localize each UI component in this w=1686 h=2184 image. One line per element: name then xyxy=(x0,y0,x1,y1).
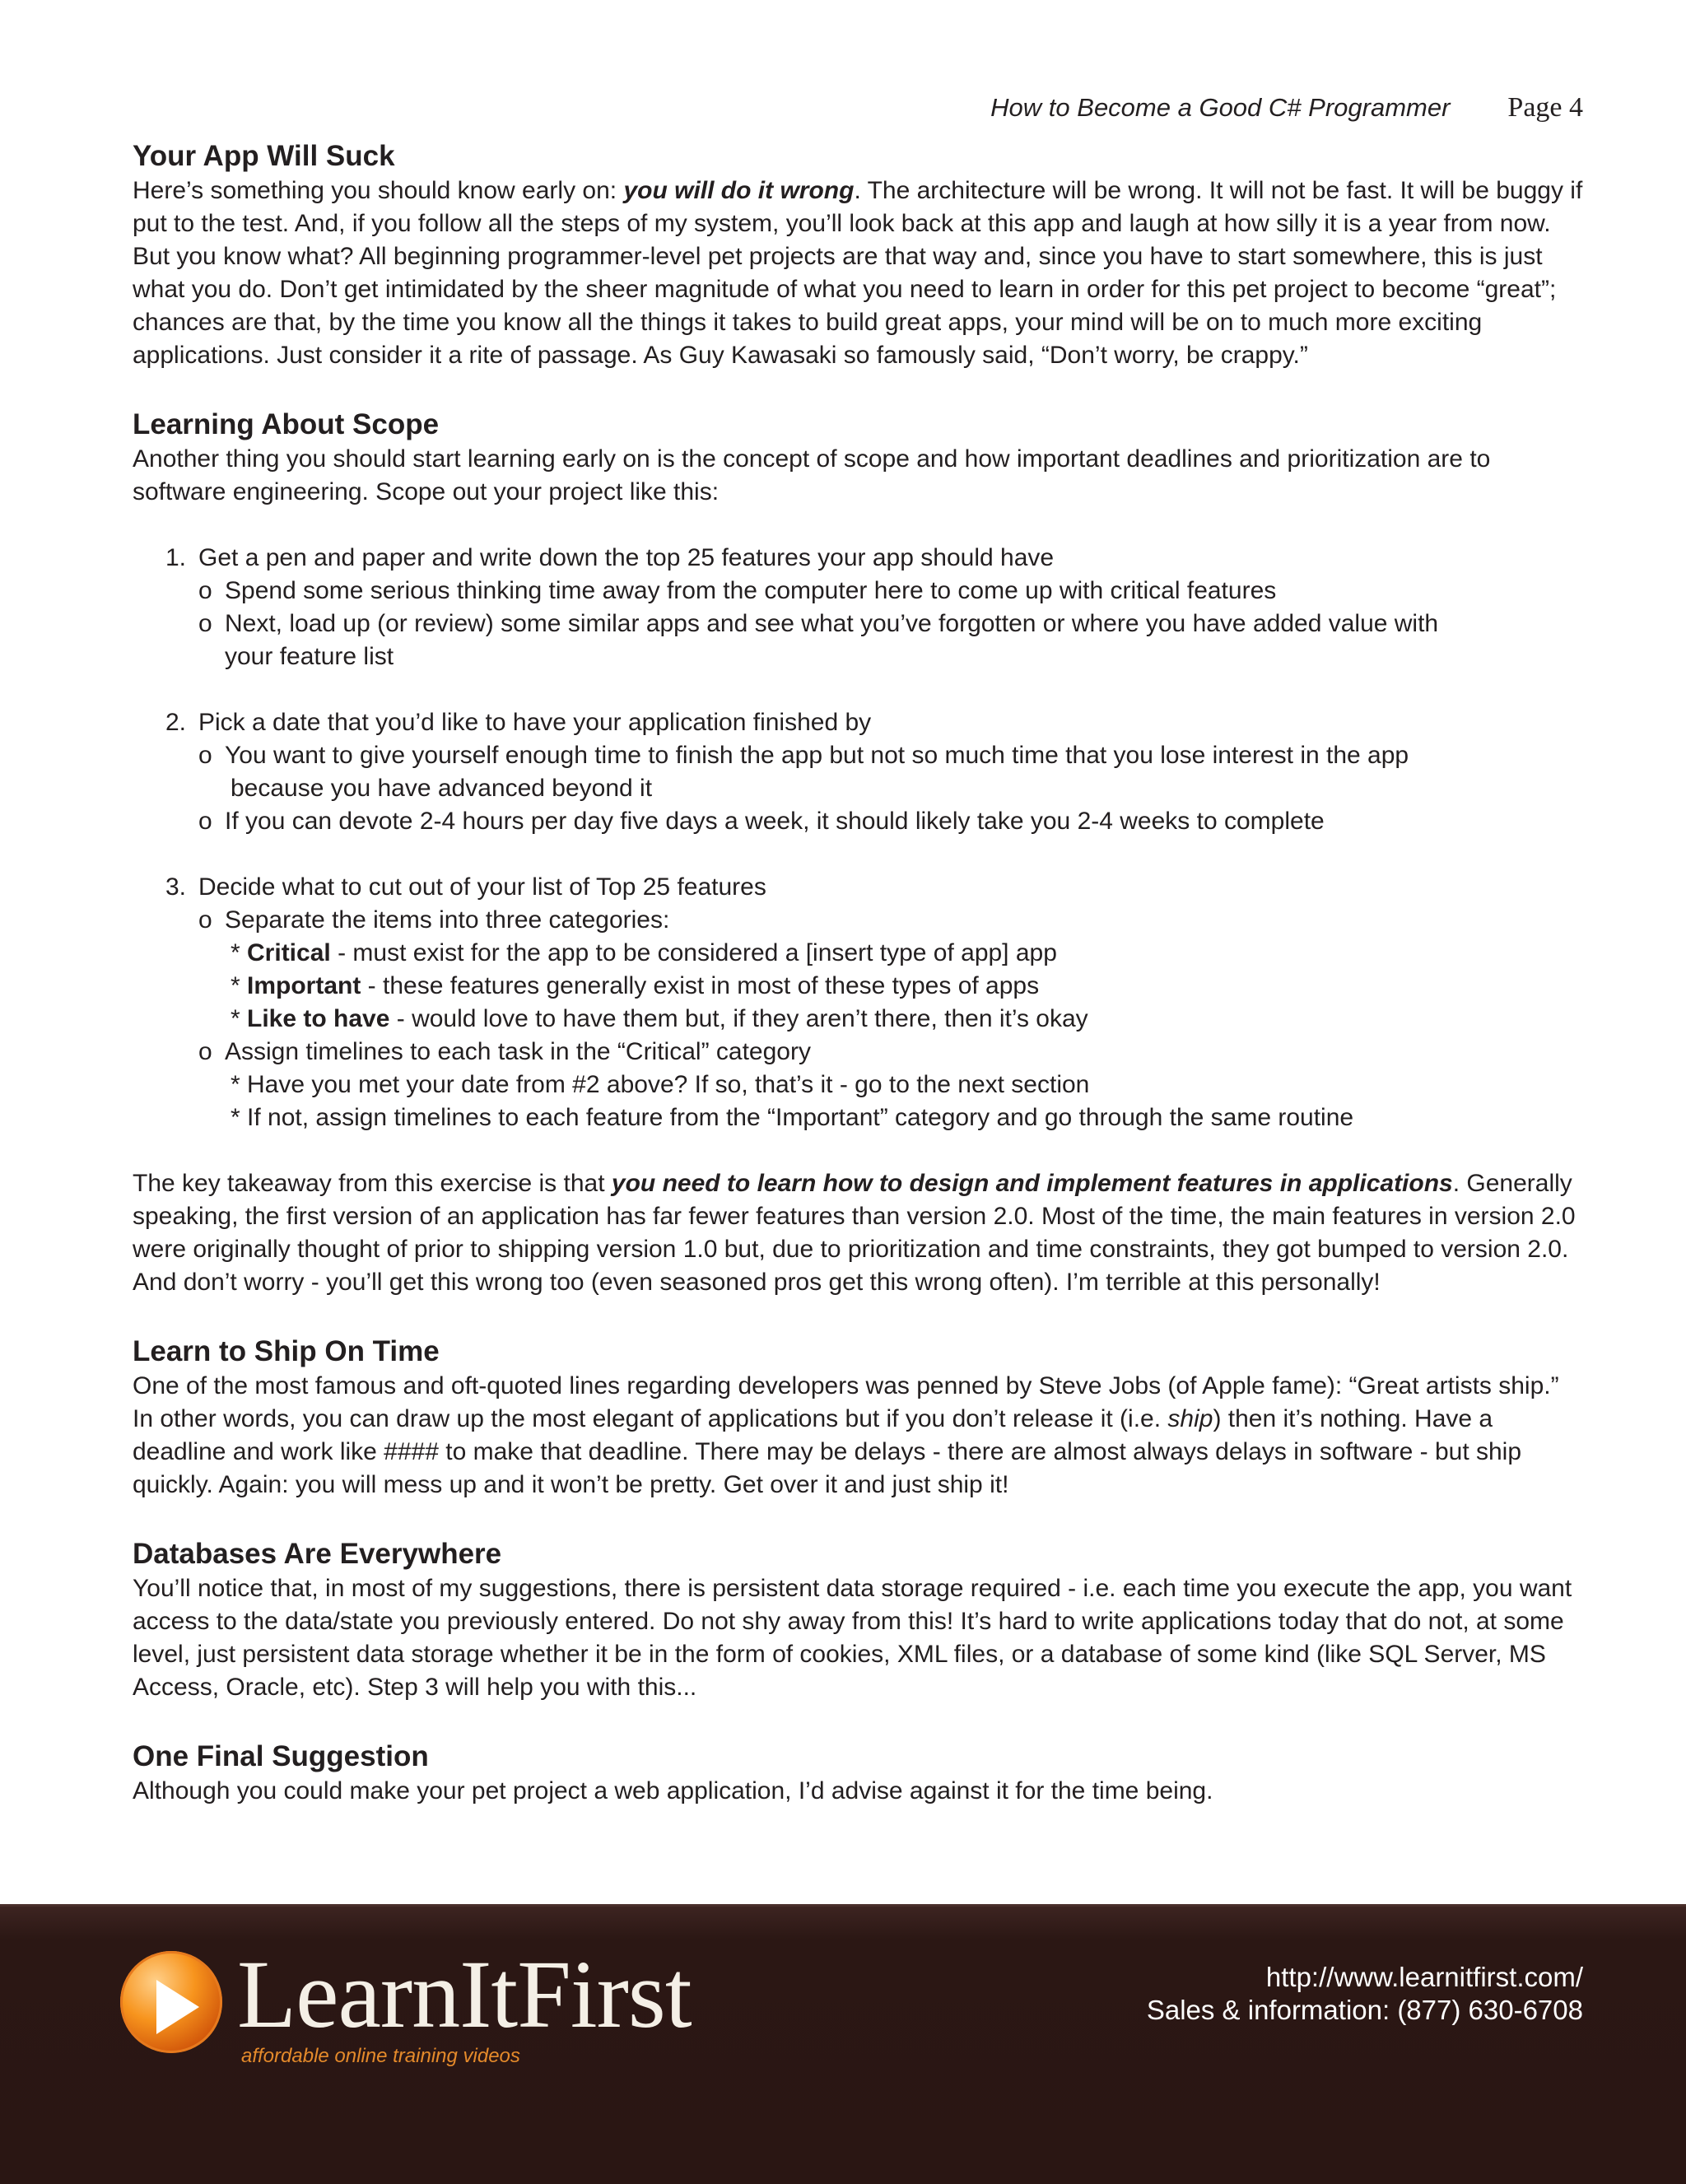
page-footer xyxy=(0,1904,1686,2184)
sub-item-3b: o Assign timelines to each task in the “Critical” category xyxy=(133,1036,1583,1069)
list-item-text: Pick a date that you’d like to have your application finished by xyxy=(198,709,872,736)
text-run: One of the most famous and oft-quoted lines regarding developers was penned by Steve Jobs (of Apple fame): “Great artists ship.” In other words, you can draw up the most elegant of applications but if you don’t release it (i.e. xyxy=(133,1372,1559,1432)
sub-item-1b: o Next, load up (or review) some similar apps and see what you’ve forgotten or where you have added value with xyxy=(133,608,1583,640)
list-item-text: Get a pen and paper and write down the top 25 features your app should have xyxy=(198,544,1055,571)
body-content xyxy=(133,138,1583,1808)
note-text: If not, assign timelines to each feature from the “Important” category and go through the same routine xyxy=(247,1104,1354,1131)
category-critical: * Critical - must exist for the app to be considered a [insert type of app] app xyxy=(231,939,1057,966)
category-like-to-have: * Like to have - would love to have them but, if they aren’t there, then it’s okay xyxy=(231,1005,1088,1032)
list-item-1: 1. Get a pen and paper and write down the top 25 features your app should have xyxy=(133,542,1583,575)
paragraph-scope-intro: Another thing you should start learning early on is the concept of scope and how important deadlines and prioritization are to software engineering. Scope out your project like this: xyxy=(133,445,1491,505)
running-header xyxy=(990,92,1583,123)
document-title: How to Become a Good C# Programmer xyxy=(990,93,1451,122)
category-label: Like to have xyxy=(247,1005,390,1032)
emphasis-text: you need to learn how to design and implement features in applications xyxy=(611,1170,1453,1197)
sub-item-2a: o You want to give yourself enough time to finish the app but not so much time that you lose interest in the app xyxy=(133,739,1583,772)
sub-item-text: Assign timelines to each task in the “Critical” category xyxy=(225,1038,811,1065)
sub-item-text: You want to give yourself enough time to finish the app but not so much time that you lose interest in the app xyxy=(225,742,1409,769)
list-item-3: 3. Decide what to cut out of your list of Top 25 features xyxy=(133,871,1583,904)
heading-learn-to-ship: Learn to Ship On Time xyxy=(133,1335,440,1367)
sub-item-2a-cont: because you have advanced beyond it xyxy=(231,775,653,802)
list-item-text: Decide what to cut out of your list of Top 25 features xyxy=(198,873,766,901)
paragraph-key-takeaway xyxy=(133,1167,1583,1299)
text-run: . Generally speaking, the first version of an application has far fewer features than version 2.0. Most of the time, the main features in version 2.0 were originally thought of prior to shipping version 1.0 but, due to prioritization and time constraints, they got bumped to version 2.0. And don’t worry - you’ll get this wrong too (even seasoned pros get this wrong often). I’m terrible at this personally! xyxy=(133,1170,1576,1296)
heading-learning-about-scope: Learning About Scope xyxy=(133,408,440,440)
category-label: Important xyxy=(247,972,361,999)
logo-tagline: affordable online training videos xyxy=(241,2045,520,2067)
category-important: * Important - these features generally exist in most of these types of apps xyxy=(231,972,1040,999)
paragraph-databases: You’ll notice that, in most of my suggestions, there is persistent data storage required - i.e. each time you execute the app, you want access to the data/state you previously entered. Do not shy away from this! It’s hard to write applications today that do not, at some level, just persistent data storage whether it be in the form of cookies, XML files, or a database of some kind (like SQL Server, MS Access, Oracle, etc). Step 3 will help you with this... xyxy=(133,1575,1572,1701)
play-icon xyxy=(120,1951,222,2053)
category-label: Critical xyxy=(247,939,331,966)
text-run: Here’s something you should know early on: xyxy=(133,177,624,204)
emphasis-text: ship xyxy=(1167,1405,1213,1432)
heading-your-app-will-suck: Your App Will Suck xyxy=(133,140,395,172)
timeline-note-2: * If not, assign timelines to each feature from the “Important” category and go through the same routine xyxy=(231,1104,1354,1131)
timeline-note-1: * Have you met your date from #2 above? If so, that’s it - go to the next section xyxy=(231,1071,1090,1098)
list-item-2: 2. Pick a date that you’d like to have your application finished by xyxy=(133,706,1583,739)
sub-item-1b-cont: your feature list xyxy=(225,643,394,670)
sub-item-1a: o Spend some serious thinking time away from the computer here to come up with critical features xyxy=(133,575,1583,608)
emphasis-text: you will do it wrong xyxy=(623,177,855,204)
category-text: - these features generally exist in most of these types of apps xyxy=(361,972,1040,999)
sub-item-text: Next, load up (or review) some similar apps and see what you’ve forgotten or where you have added value with xyxy=(225,610,1439,637)
sales-phone: Sales & information: (877) 630-6708 xyxy=(1146,1995,1583,2025)
sub-item-3a: o Separate the items into three categories: xyxy=(133,904,1583,937)
contact-info xyxy=(1147,1961,1583,2027)
text-run: ) then it’s nothing. Have a deadline and work like #### to make that deadline. There may be delays - there are almost always delays in software - but ship quickly. Again: you will mess up and it won’t be pretty. Get over it and just ship it! xyxy=(133,1405,1522,1498)
paragraph-your-app-will-suck xyxy=(133,175,1583,372)
category-text: - must exist for the app to be considered a [insert type of app] app xyxy=(330,939,1057,966)
sub-item-2b: o If you can devote 2-4 hours per day five days a week, it should likely take you 2-4 weeks to complete xyxy=(133,805,1583,838)
website-link[interactable]: http://www.learnitfirst.com/ xyxy=(1265,1962,1583,1992)
sub-item-text: Separate the items into three categories: xyxy=(225,906,670,934)
logo-wordmark: LearnItFirst xyxy=(237,1940,692,2048)
page-number: Page 4 xyxy=(1507,92,1583,123)
paragraph-final-suggestion: Although you could make your pet project a web application, I’d advise against it for the time being. xyxy=(133,1777,1213,1804)
text-run: . The architecture will be wrong. It will not be fast. It will be buggy if put to the test. And, if you follow all the steps of my system, you’ll look back at this app and laugh at how silly it is a year from now. But you know what? All beginning programmer-level pet projects are that way and, since you have to start somewhere, this is just what you do. Don’t get intimidated by the sheer magnitude of what you need to learn in order for this pet project to become “great”; chances are that, by the time you know all the things it takes to build great apps, your mind will be on to much more exciting applications. Just consider it a rite of passage. As Guy Kawasaki so famously said, “Don’t worry, be crappy.” xyxy=(133,177,1583,369)
scope-steps-list xyxy=(133,542,1583,1134)
sub-item-text: If you can devote 2-4 hours per day five days a week, it should likely take you 2-4 weeks to complete xyxy=(225,808,1325,835)
sub-item-text: Spend some serious thinking time away from the computer here to come up with critical features xyxy=(225,577,1277,604)
note-text: Have you met your date from #2 above? If so, that’s it - go to the next section xyxy=(247,1071,1090,1098)
heading-final-suggestion: One Final Suggestion xyxy=(133,1740,429,1772)
paragraph-learn-to-ship xyxy=(133,1370,1583,1502)
category-text: - would love to have them but, if they aren’t there, then it’s okay xyxy=(389,1005,1088,1032)
heading-databases: Databases Are Everywhere xyxy=(133,1538,502,1570)
text-run: The key takeaway from this exercise is that xyxy=(133,1170,612,1197)
